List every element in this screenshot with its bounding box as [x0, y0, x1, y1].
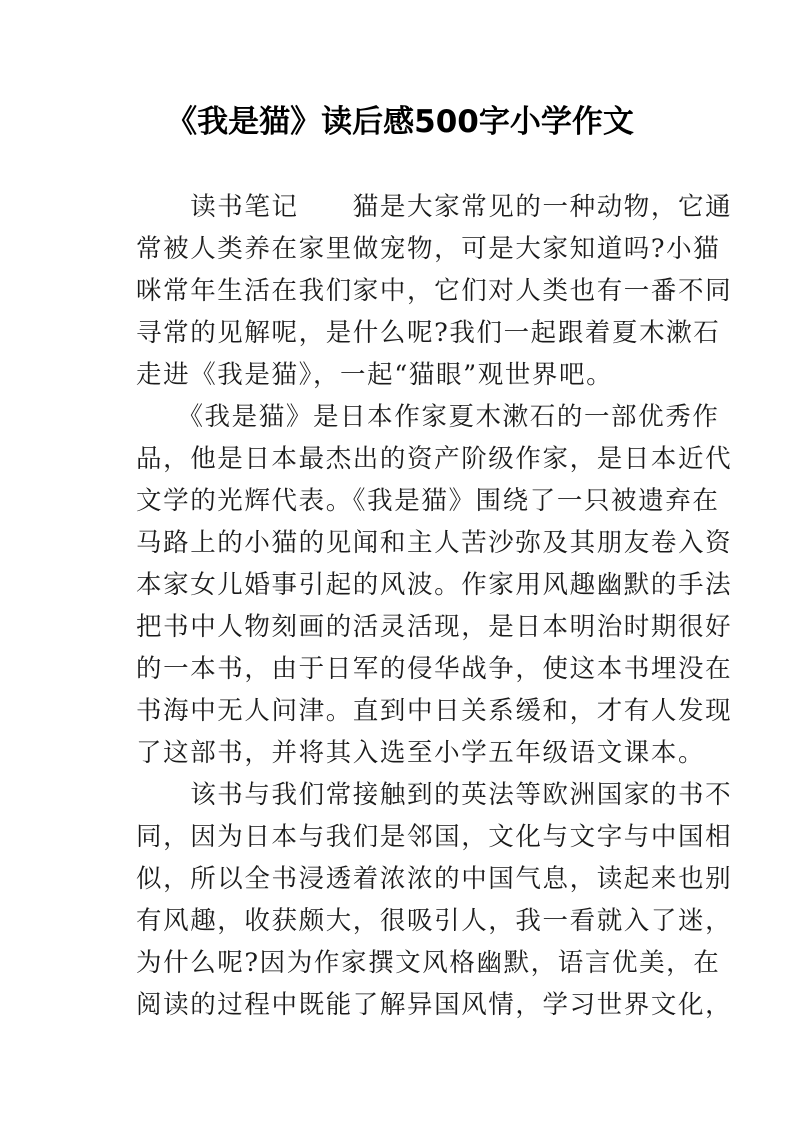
text-line: 该书与我们常接触到的英法等欧洲国家的书不 [136, 780, 733, 810]
text-line: 寻常的见解呢，是什么呢?我们一起跟着夏木漱石 [136, 318, 721, 348]
text-line: 了这部书，并将其入选至小学五年级语文课本。 [136, 738, 706, 768]
text-line: 品，他是日本最杰出的资产阶级作家，是日本近代 [136, 444, 733, 474]
text-line: 阅读的过程中既能了解异国风情，学习世界文化， [136, 990, 733, 1020]
text-line: 咪常年生活在我们家中，它们对人类也有一番不同 [136, 276, 733, 306]
text-line: 走进《我是猫》，一起“猫眼”观世界吧。 [136, 360, 614, 390]
text-line: 把书中人物刻画的活灵活现，是日本明治时期很好 [136, 612, 733, 642]
text-line: 的一本书，由于日军的侵华战争，使这本书埋没在 [136, 654, 733, 684]
document-title: 《我是猫》读后感500字小学作文 [166, 104, 634, 140]
text-line: 似，所以全书浸透着浓浓的中国气息，读起来也别 [136, 864, 733, 894]
text-line: 同，因为日本与我们是邻国，文化与文字与中国相 [136, 822, 733, 852]
text-line: 读书笔记 猫是大家常见的一种动物，它通 [136, 192, 733, 222]
text-line: 《我是猫》是日本作家夏木漱石的一部优秀作 [136, 402, 720, 432]
text-line: 本家女儿婚事引起的风波。作家用风趣幽默的手法 [136, 570, 733, 600]
text-line: 文学的光辉代表。《我是猫》围绕了一只被遗弃在 [136, 486, 720, 516]
text-line: 为什么呢?因为作家撰文风格幽默，语言优美，在 [136, 948, 721, 978]
document-body [136, 186, 733, 1026]
text-line: 马路上的小猫的见闻和主人苦沙弥及其朋友卷入资 [136, 528, 733, 558]
text-line: 有风趣，收获颇大，很吸引人，我一看就入了迷， [136, 906, 733, 936]
text-line: 书海中无人问津。直到中日关系缓和，才有人发现 [136, 696, 733, 726]
text-line: 常被人类养在家里做宠物，可是大家知道吗?小猫 [136, 234, 721, 264]
